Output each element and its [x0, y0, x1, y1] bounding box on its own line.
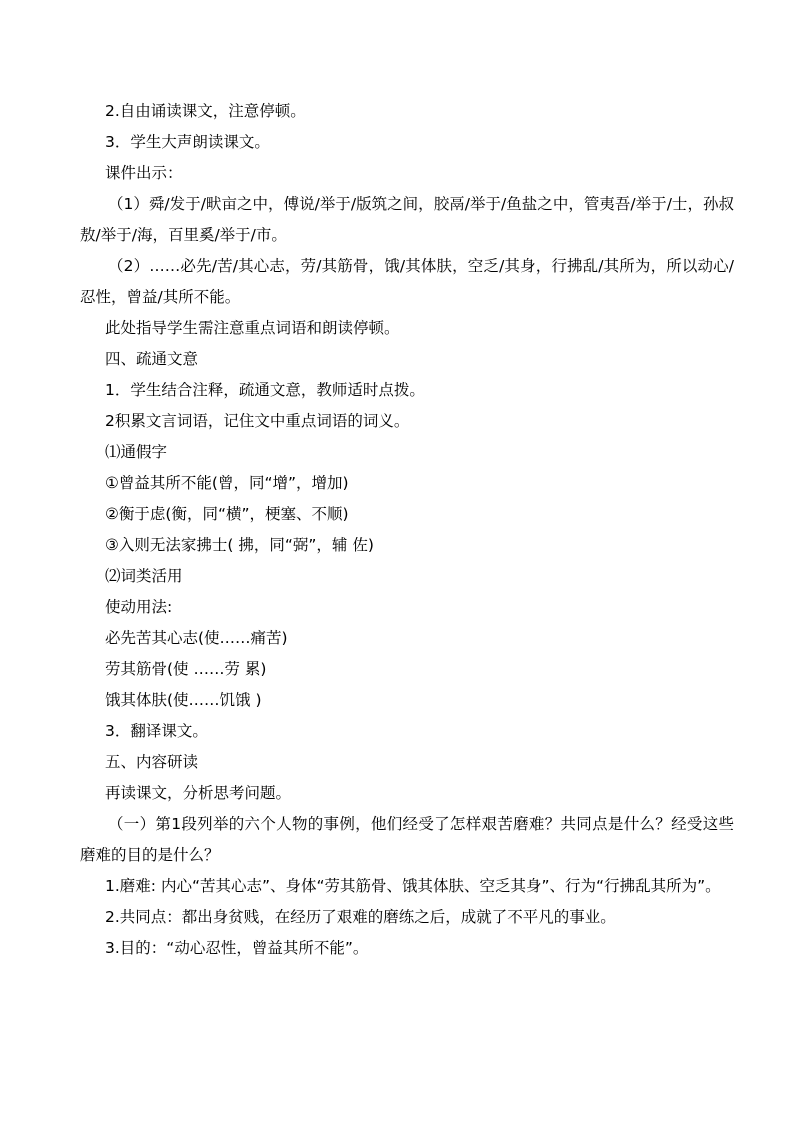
text-line: 1．学生结合注释，疏通文意，教师适时点拨。	[105, 381, 425, 399]
list-item: 必先苦其心志(使……痛苦)	[105, 629, 288, 647]
subheading: ⑴通假字	[105, 443, 168, 461]
list-item: ③入则无法家拂士( 拂，同“弼”，辅 佐)	[105, 536, 374, 554]
list-item: ①曾益其所不能(曾，同“增”，增加)	[105, 474, 349, 492]
text-line: 3．学生大声朗读课文。	[105, 133, 270, 151]
text-line: 3．翻译课文。	[105, 722, 208, 740]
text-paragraph: （2）……必先/苦/其心志，劳/其筋骨，饿/其体肤，空乏/其身，行拂乱/其所为，所以动心/忍性，曾益/其所不能。	[80, 257, 734, 306]
list-item: ②衡于虑(衡，同“横”，梗塞、不顺)	[105, 505, 349, 523]
text-line: 此处指导学生需注意重点词语和朗读停顿。	[105, 319, 400, 337]
answer-paragraph: 1.磨难: 内心“苦其心志”、身体“劳其筋骨、饿其体肤、空乏其身”、行为“行拂乱其所为”。	[105, 877, 721, 895]
text-line: 再读课文，分析思考问题。	[105, 784, 292, 802]
text-paragraph: （1）舜/发于/畎亩之中，傅说/举于/版筑之间，胶鬲/举于/鱼盐之中，管夷吾/举于/士，孙叔敖/举于/海，百里奚/举于/市。	[80, 195, 734, 244]
text-line: 课件出示：	[105, 164, 183, 182]
section-heading: 五、内容研读	[105, 753, 199, 771]
text-line: 2.自由诵读课文，注意停顿。	[105, 102, 306, 120]
text-line: 使动用法:	[105, 598, 173, 616]
list-item: 劳其筋骨(使 ……劳 累)	[105, 660, 267, 678]
answer-paragraph: 2.共同点：都出身贫贱，在经历了艰难的磨练之后，成就了不平凡的事业。	[105, 908, 616, 926]
question-paragraph: （一）第1段列举的六个人物的事例，他们经受了怎样艰苦磨难？共同点是什么？经受这些磨难的目的是什么？	[80, 815, 734, 864]
subheading: ⑵词类活用	[105, 567, 183, 585]
section-heading: 四、疏通文意	[105, 350, 199, 368]
list-item: 饿其体肤(使……饥饿 )	[105, 691, 262, 709]
answer-paragraph: 3.目的：“动心忍性，曾益其所不能”。	[105, 939, 369, 957]
text-line: 2积累文言词语，记住文中重点词语的词义。	[105, 412, 410, 430]
document-body	[80, 96, 734, 964]
